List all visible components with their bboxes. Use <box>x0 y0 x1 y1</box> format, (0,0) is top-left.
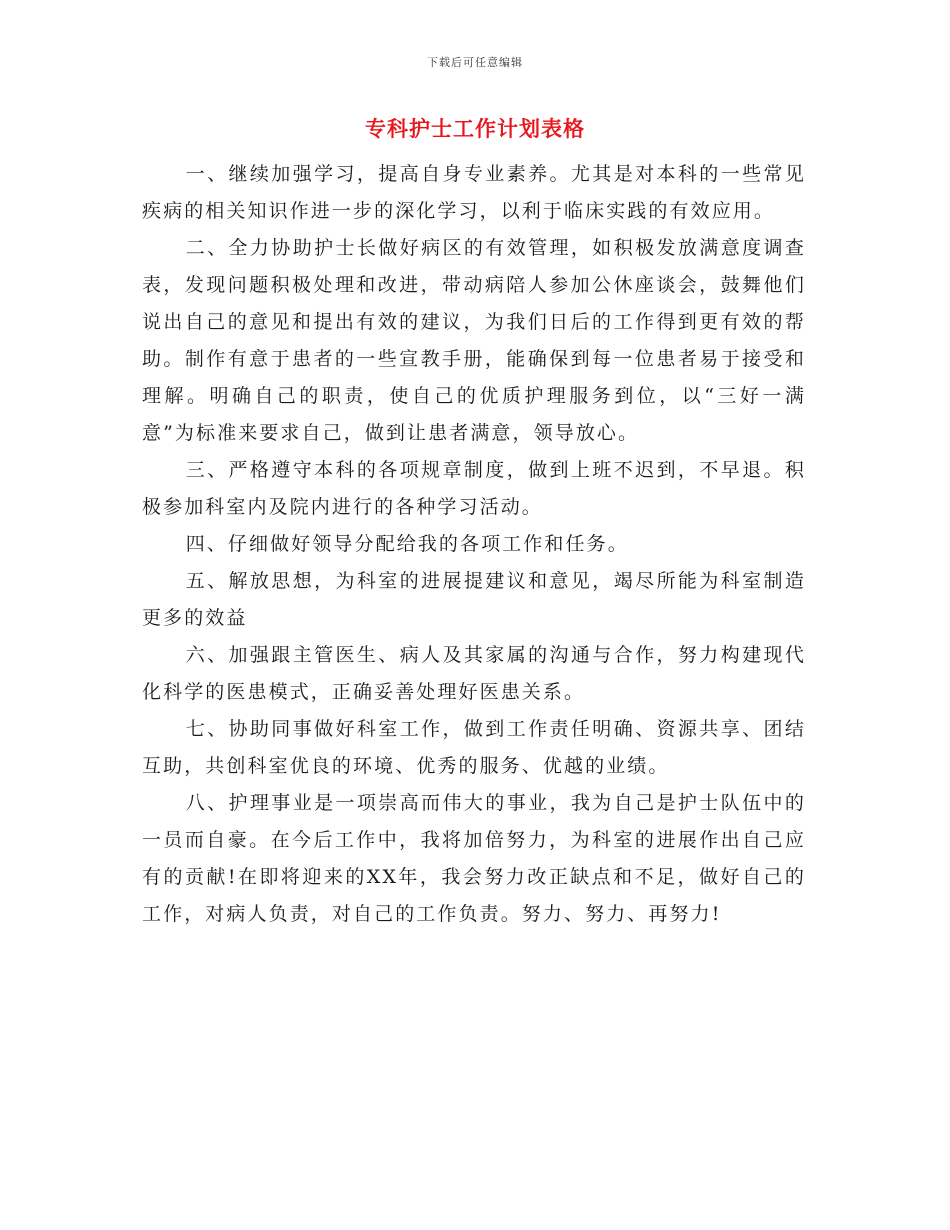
paragraph-6: 六、加强跟主管医生、病人及其家属的沟通与合作，努力构建现代化科学的医患模式，正确妥善处理好医患关系。 <box>142 644 806 703</box>
document-title: 专科护士工作计划表格 <box>365 117 585 141</box>
header-note: 下载后可任意编辑 <box>427 56 523 69</box>
paragraph-2: 二、全力协助护士长做好病区的有效管理，如积极发放满意度调查表，发现问题积极处理和改进，带动病陪人参加公休座谈会，鼓舞他们说出自己的意见和提出有效的建议，为我们日后的工作得到更有效的帮助。制作有意于患者的一些宣教手册，能确保到每一位患者易于接受和理解。明确自己的职责，使自己的优质护理服务到位，以“三好一满意”为标准来要求自己，做到让患者满意，领导放心。 <box>142 237 806 444</box>
paragraph-5: 五、解放思想，为科室的进展提建议和意见，竭尽所能为科室制造更多的效益 <box>142 570 806 629</box>
document-body <box>142 156 806 933</box>
paragraph-1: 一、继续加强学习，提高自身专业素养。尤其是对本科的一些常见疾病的相关知识作进一步的深化学习，以利于临床实践的有效应用。 <box>142 163 806 222</box>
paragraph-7: 七、协助同事做好科室工作，做到工作责任明确、资源共享、团结互助，共创科室优良的环境、优秀的服务、优越的业绩。 <box>142 718 806 777</box>
paragraph-8: 八、护理事业是一项崇高而伟大的事业，我为自己是护士队伍中的一员而自豪。在今后工作中，我将加倍努力，为科室的进展作出自己应有的贡献!在即将迎来的XX年，我会努力改正缺点和不足，做好自己的工作，对病人负责，对自己的工作负责。努力、努力、再努力! <box>142 792 806 925</box>
paragraph-3: 三、严格遵守本科的各项规章制度，做到上班不迟到，不早退。积极参加科室内及院内进行的各种学习活动。 <box>142 459 806 518</box>
paragraph-4: 四、仔细做好领导分配给我的各项工作和任务。 <box>185 533 629 555</box>
